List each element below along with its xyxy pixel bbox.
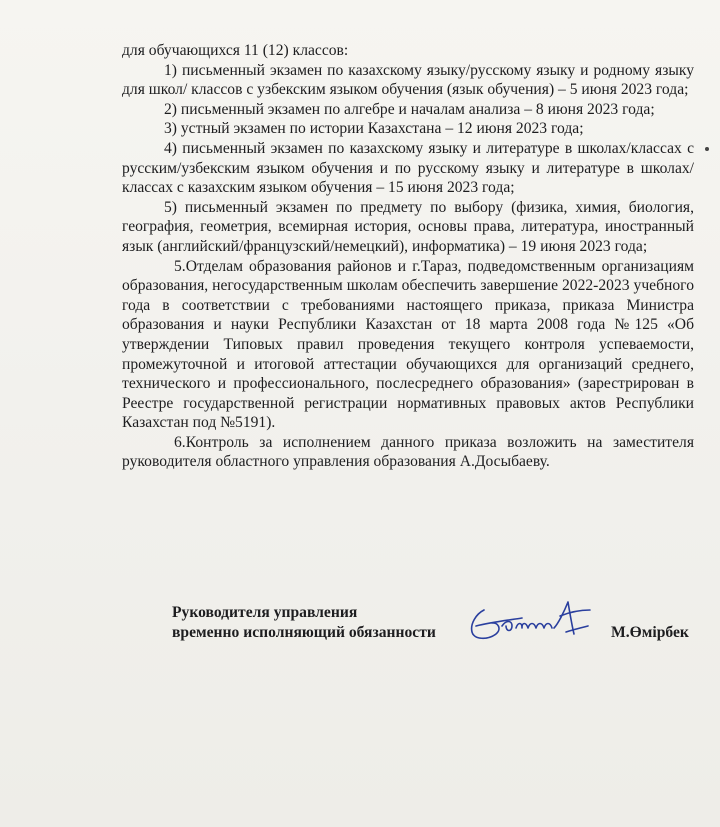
paragraph-point-6: 6.Контроль за исполнением данного приказа возложить на заместителя руководителя областного управления образования А.Досыбаеву. xyxy=(122,433,694,471)
signatory-title-line-1: Руководителя управления xyxy=(172,604,358,621)
handwritten-signature xyxy=(462,592,602,652)
paragraph-item-1: 1) письменный экзамен по казахскому языку/русскому языку и родному языку для школ/ классов с узбекским языком обучения (язык обучения) – 5 июня 2023 года; xyxy=(122,61,694,99)
paragraph-item-3: 3) устный экзамен по истории Казахстана – 12 июня 2023 года; xyxy=(164,120,584,138)
signatory-title xyxy=(172,603,436,642)
paragraph-item-5: 5) письменный экзамен по предмету по выбору (физика, химия, биология, география, геометрия, всемирная история, основы права, литература, иностранный язык (английский/французский/немецкий), информатика) – 19 июня 2023 года; xyxy=(122,198,694,255)
paragraph-item-2: 2) письменный экзамен по алгебре и началам анализа – 8 июня 2023 года; xyxy=(164,100,655,118)
paragraph-item-4: 4) письменный экзамен по казахскому языку и литературе в школах/классах с русским/узбекским языком обучения и по русскому языку и литературе в школах/классах с казахским языком обучения – 15 июня 2023 года; xyxy=(122,139,694,197)
paragraph-intro: для обучающихся 11 (12) классов: xyxy=(122,42,349,59)
document-body xyxy=(122,41,694,472)
signatory-name: М.Өмірбек xyxy=(611,624,689,641)
signatory-title-line-2: временно исполняющий обязанности xyxy=(172,623,436,641)
paragraph-point-5: 5.Отделам образования районов и г.Тараз, подведомственным организациям образования, негосударственным школам обеспечить завершение 2022-2023 учебного года в соответствии с требованиями настоящего приказа, приказа Министра образования и науки Республики Казахстан от 18 марта 2008 года №125 «Об утверждении Типовых правил проведения текущего контроля успеваемости, промежуточной и итоговой аттестации обучающихся для организаций среднего, технического и профессионального, послесреднего образования» (зарестрирован в Реестре государственной регистрации нормативных правовых актов Республики Казахстан под №5191). xyxy=(122,257,694,432)
scan-speck xyxy=(705,147,709,151)
